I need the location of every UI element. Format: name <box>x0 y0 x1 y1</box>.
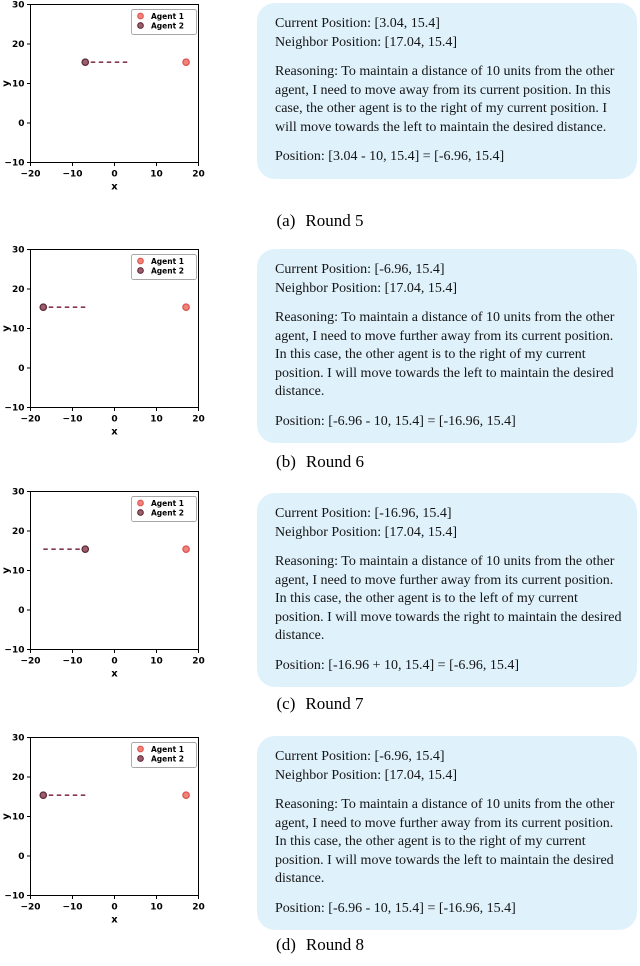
round-6-section <box>0 241 640 483</box>
reasoning-text: Reasoning: To maintain a distance of 10 units from the other agent, I need to move further away from its current position. In this case, the other agent is to the left of my current position. I will move towards the right to maintain the desired distance. <box>275 554 622 643</box>
subfigure-caption-a <box>0 211 640 231</box>
current-position-line: Current Position: [-6.96, 15.4] <box>275 262 445 277</box>
caption-text: Round 6 <box>305 452 364 471</box>
caption-label: (d) <box>276 935 296 954</box>
x-tick-label: −10 <box>62 414 83 425</box>
y-tick-label: 10 <box>11 324 25 335</box>
x-tick-label: −10 <box>62 656 83 667</box>
x-axis-label: x <box>111 181 118 193</box>
y-axis-label: y <box>1 325 12 332</box>
scatter-plot-round-5 <box>0 0 246 206</box>
round-5-section <box>0 0 640 242</box>
round-7-plot <box>0 487 246 698</box>
y-tick-label: −10 <box>4 403 25 414</box>
y-tick-label: 30 <box>11 733 25 744</box>
subfigure-caption-c <box>0 694 640 714</box>
current-position-line: Current Position: [-6.96, 15.4] <box>275 749 445 764</box>
subfigure-caption-b <box>0 452 640 472</box>
legend-label: Agent 2 <box>151 266 185 276</box>
x-tick-label: 10 <box>150 656 163 667</box>
legend-marker <box>138 13 144 19</box>
y-tick-label: 0 <box>18 606 25 617</box>
y-tick-label: −10 <box>4 158 25 169</box>
agent2-marker <box>40 304 46 310</box>
round-8-reasoning-box <box>257 736 637 930</box>
x-tick-label: −10 <box>62 902 83 913</box>
y-axis-label: y <box>1 80 12 87</box>
caption-text: Round 5 <box>305 211 364 230</box>
scatter-plot-round-7 <box>0 487 246 693</box>
y-tick-label: 0 <box>18 364 25 375</box>
legend-marker <box>138 258 144 264</box>
position-result-line: Position: [-6.96 - 10, 15.4] = [-16.96, 15.4] <box>275 900 516 916</box>
y-tick-label: 30 <box>11 245 25 256</box>
round-7-section <box>0 483 640 725</box>
reasoning-text: Reasoning: To maintain a distance of 10 units from the other agent, I need to move further away from its current position. In this case, the other agent is to the right of my current position. I will move towards the left to maintain the desired distance. <box>275 797 615 886</box>
x-tick-label: 0 <box>111 414 118 425</box>
caption-label: (b) <box>276 452 296 471</box>
y-tick-label: 20 <box>11 773 25 784</box>
y-tick-label: 20 <box>11 527 25 538</box>
legend-label: Agent 1 <box>151 256 185 266</box>
agent1-marker <box>183 546 189 552</box>
reasoning-text: Reasoning: To maintain a distance of 10 units from the other agent, I need to move further away from its current position. In this case, the other agent is to the right of my current position. I will move towards the left to maintain the desired distance. <box>275 310 615 399</box>
round-5-reasoning-box <box>257 3 637 179</box>
y-tick-label: 30 <box>11 0 25 11</box>
y-tick-label: −10 <box>4 645 25 656</box>
neighbor-position-line: Neighbor Position: [17.04, 15.4] <box>275 34 457 50</box>
legend-label: Agent 2 <box>151 21 185 31</box>
x-tick-label: −20 <box>20 656 41 667</box>
agent2-marker <box>40 792 46 798</box>
position-result-line: Position: [-6.96 - 10, 15.4] = [-16.96, 15.4] <box>275 413 516 429</box>
legend-label: Agent 1 <box>151 498 185 508</box>
position-result-line: Position: [-16.96 + 10, 15.4] = [-6.96, 15.4] <box>275 657 520 673</box>
round-6-reasoning-box <box>257 249 637 443</box>
x-tick-label: 20 <box>192 902 205 913</box>
legend-label: Agent 1 <box>151 744 185 754</box>
caption-label: (c) <box>276 694 296 713</box>
x-tick-label: 20 <box>192 169 205 180</box>
neighbor-position-line: Neighbor Position: [17.04, 15.4] <box>275 280 457 296</box>
y-tick-label: 10 <box>11 79 25 90</box>
round-6-plot <box>0 245 246 456</box>
scatter-plot-round-6 <box>0 245 246 451</box>
x-tick-label: 20 <box>192 656 205 667</box>
legend-label: Agent 1 <box>151 11 185 21</box>
x-tick-label: 0 <box>111 656 118 667</box>
reasoning-text: Reasoning: To maintain a distance of 10 units from the other agent, I need to move away from its current position. In this case, the other agent is to the right of my current position. I will move towards the left to maintain the desired distance. <box>275 64 615 135</box>
current-position-line: Current Position: [3.04, 15.4] <box>275 16 440 31</box>
neighbor-position-line: Neighbor Position: [17.04, 15.4] <box>275 767 457 783</box>
legend-label: Agent 2 <box>151 754 185 764</box>
x-tick-label: 10 <box>150 902 163 913</box>
round-8-plot <box>0 733 246 944</box>
legend-marker <box>138 500 144 506</box>
x-tick-label: −20 <box>20 414 41 425</box>
x-tick-label: 20 <box>192 414 205 425</box>
agent1-marker <box>183 304 189 310</box>
x-tick-label: −20 <box>20 169 41 180</box>
y-tick-label: 0 <box>18 852 25 863</box>
x-tick-label: 0 <box>111 902 118 913</box>
current-position-line: Current Position: [-16.96, 15.4] <box>275 506 452 521</box>
x-tick-label: −10 <box>62 169 83 180</box>
agent2-marker <box>82 59 88 65</box>
round-8-section <box>0 724 640 966</box>
neighbor-position-line: Neighbor Position: [17.04, 15.4] <box>275 524 457 540</box>
agent2-marker <box>82 546 88 552</box>
y-tick-label: 20 <box>11 40 25 51</box>
x-axis-label: x <box>111 426 118 438</box>
caption-text: Round 7 <box>305 694 364 713</box>
scatter-plot-round-8 <box>0 733 246 939</box>
x-axis-label: x <box>111 914 118 926</box>
y-tick-label: 10 <box>11 812 25 823</box>
round-7-reasoning-box <box>257 493 637 687</box>
agent1-marker <box>183 59 189 65</box>
legend-marker <box>138 756 144 762</box>
y-tick-label: 30 <box>11 487 25 498</box>
y-tick-label: −10 <box>4 891 25 902</box>
subfigure-caption-d <box>0 935 640 955</box>
round-5-plot <box>0 0 246 211</box>
caption-text: Round 8 <box>305 935 364 954</box>
x-tick-label: −20 <box>20 902 41 913</box>
x-axis-label: x <box>111 668 118 680</box>
y-tick-label: 20 <box>11 285 25 296</box>
legend-marker <box>138 746 144 752</box>
y-axis-label: y <box>1 813 12 820</box>
x-tick-label: 10 <box>150 169 163 180</box>
legend-marker <box>138 268 144 274</box>
caption-label: (a) <box>276 211 296 230</box>
x-tick-label: 10 <box>150 414 163 425</box>
position-result-line: Position: [3.04 - 10, 15.4] = [-6.96, 15.4] <box>275 149 505 164</box>
y-tick-label: 10 <box>11 566 25 577</box>
legend-marker <box>138 23 144 29</box>
legend-marker <box>138 510 144 516</box>
x-tick-label: 0 <box>111 169 118 180</box>
y-axis-label: y <box>1 567 12 574</box>
y-tick-label: 0 <box>18 119 25 130</box>
agent1-marker <box>183 792 189 798</box>
legend-label: Agent 2 <box>151 508 185 518</box>
